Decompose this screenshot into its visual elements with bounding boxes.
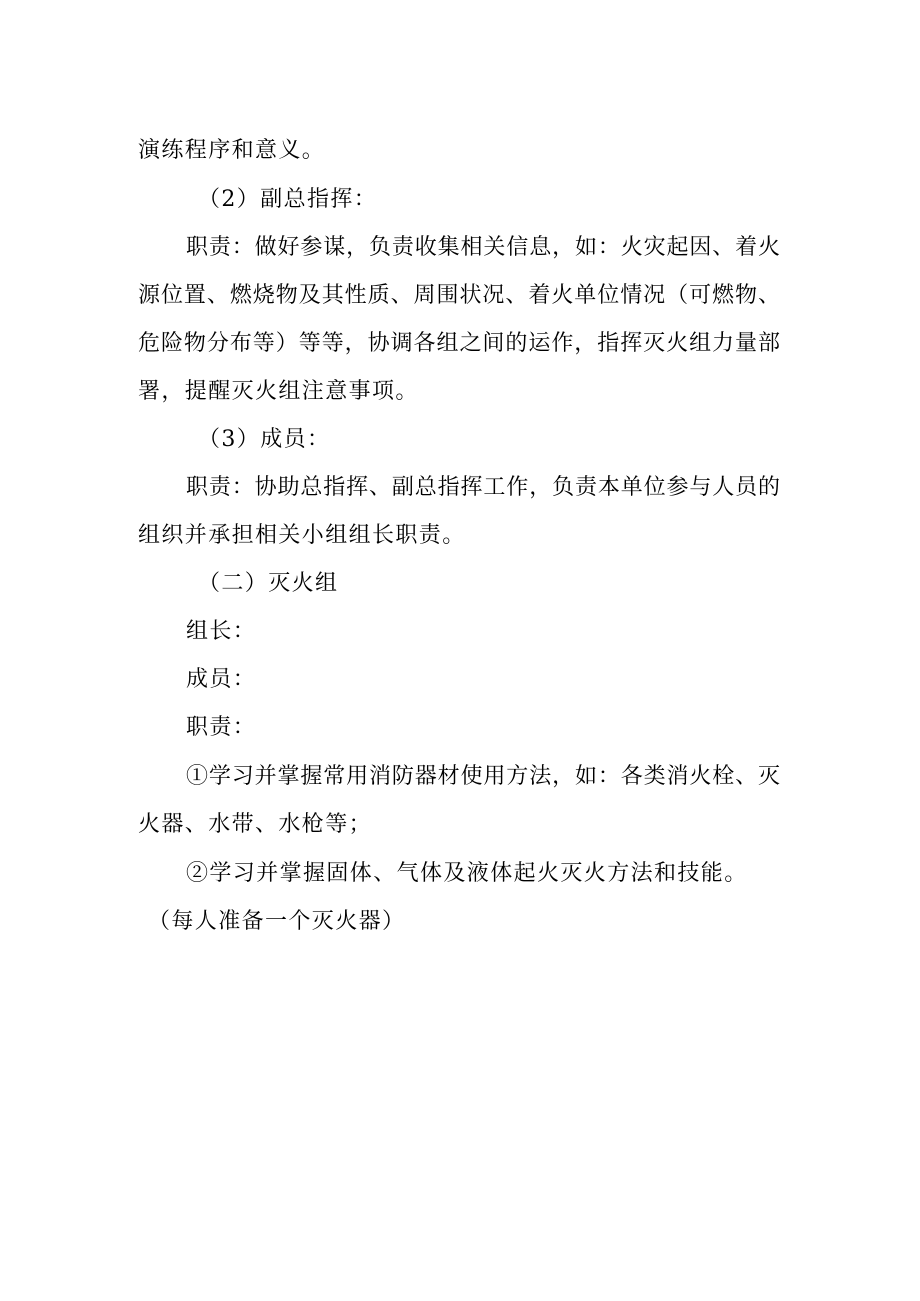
paragraph-line: 署，提醒灭火组注意事项。	[138, 379, 419, 404]
paragraph-line: 职责：做好参谋，负责收集相关信息，如：火灾起因、着火	[186, 235, 780, 260]
paragraph-line: 危险物分布等）等等，协调各组之间的运作，指挥灭火组力量部	[138, 331, 780, 356]
paragraph-line: 源位置、燃烧物及其性质、周围状况、着火单位情况（可燃物、	[138, 283, 780, 308]
paragraph-line: 职责：协助总指挥、副总指挥工作，负责本单位参与人员的	[186, 475, 780, 500]
field-label: 职责：	[186, 715, 257, 740]
field-label: 组长：	[186, 619, 257, 644]
note-line: （每人准备一个灭火器）	[148, 909, 406, 934]
section-heading: （3）成员：	[198, 427, 331, 452]
section-heading: （二）灭火组	[198, 571, 339, 596]
paragraph-line: 组织并承担相关小组组长职责。	[138, 523, 466, 548]
field-label: 成员：	[186, 667, 257, 692]
list-item-continuation: 火器、水带、水枪等；	[138, 812, 373, 837]
list-item: ②学习并掌握固体、气体及液体起火灭火方法和技能。	[186, 861, 748, 886]
paragraph-line: 演练程序和意义。	[138, 138, 326, 163]
list-item: ①学习并掌握常用消防器材使用方法，如：各类消火栓、灭	[186, 764, 780, 789]
section-heading: （2）副总指挥：	[198, 187, 378, 212]
